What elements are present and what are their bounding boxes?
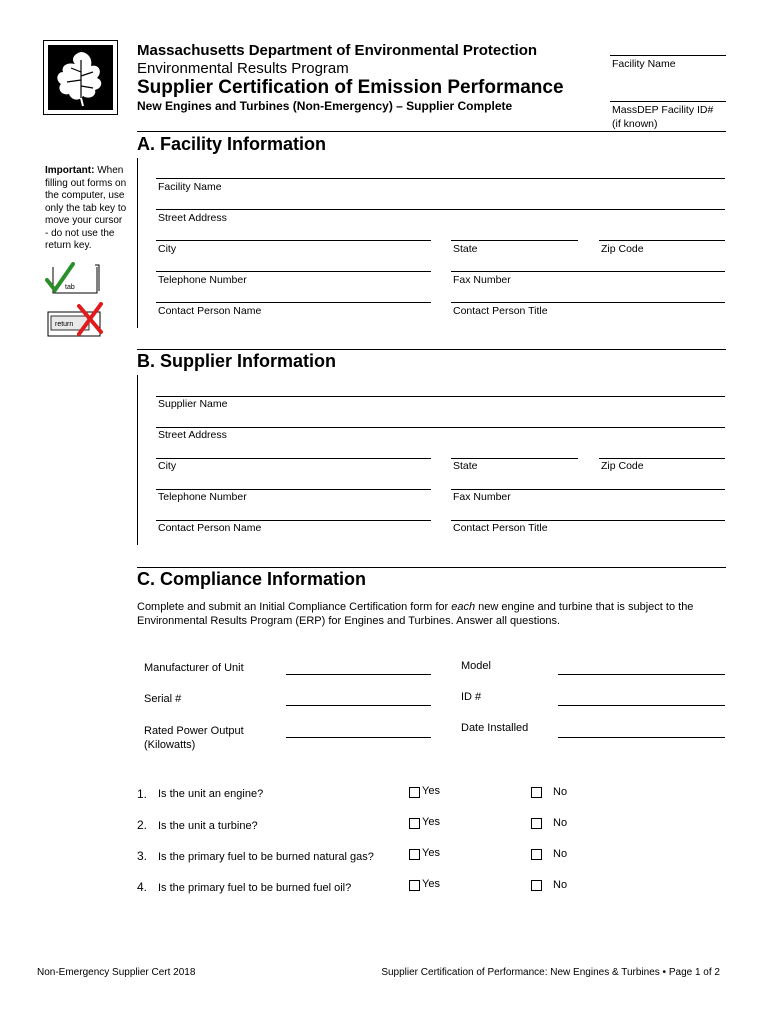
supplier-fax-field[interactable] [451, 489, 725, 490]
facility-street-field[interactable] [156, 209, 725, 210]
no-label: No [553, 786, 568, 798]
question-text: Is the primary fuel to be burned natural gas? [158, 851, 374, 863]
supplier-street-field[interactable] [156, 427, 725, 428]
facility-name-header-label: Facility Name [612, 58, 676, 70]
facility-telephone-label: Telephone Number [158, 274, 247, 286]
facility-zip-label: Zip Code [601, 243, 644, 255]
serial-field[interactable] [286, 705, 431, 706]
question-text: Is the primary fuel to be burned fuel oil? [158, 882, 352, 894]
facility-contact-title-label: Contact Person Title [453, 305, 548, 317]
supplier-contact-name-field[interactable] [156, 520, 431, 521]
return-key-text: return [55, 321, 74, 328]
no-label: No [553, 879, 568, 891]
important-text: When filling out forms on the computer, use only the tab key to move your cursor - do not use the return key. [45, 165, 127, 251]
yes-label: Yes [422, 816, 440, 828]
section-a-rule [137, 131, 726, 132]
question-number: 4. [137, 880, 148, 894]
no-checkbox[interactable] [531, 787, 542, 798]
supplier-street-label: Street Address [158, 429, 227, 441]
facility-id-label: MassDEP Facility ID# [612, 104, 714, 116]
section-a-divider [137, 158, 138, 328]
supplier-contact-title-field[interactable] [451, 520, 725, 521]
yes-checkbox[interactable] [409, 818, 420, 829]
supplier-state-label: State [453, 460, 478, 472]
no-checkbox[interactable] [531, 849, 542, 860]
facility-state-field[interactable] [451, 240, 578, 241]
supplier-state-field[interactable] [451, 458, 578, 459]
manufacturer-label: Manufacturer of Unit [144, 662, 244, 674]
facility-street-label: Street Address [158, 212, 227, 224]
supplier-telephone-label: Telephone Number [158, 491, 247, 503]
serial-label: Serial # [144, 693, 182, 705]
supplier-contact-title-label: Contact Person Title [453, 522, 548, 534]
yes-checkbox[interactable] [409, 787, 420, 798]
section-c-rule [137, 567, 726, 568]
tab-key-text: tab [65, 284, 75, 291]
supplier-fax-label: Fax Number [453, 491, 511, 503]
facility-city-label: City [158, 243, 177, 255]
facility-zip-field[interactable] [599, 240, 725, 241]
facility-fax-field[interactable] [451, 271, 725, 272]
supplier-contact-name-label: Contact Person Name [158, 522, 262, 534]
supplier-city-label: City [158, 460, 177, 472]
section-b-title: B. Supplier Information [137, 351, 337, 371]
rated-power-label: Rated Power Output [144, 725, 244, 737]
supplier-name-field[interactable] [156, 396, 725, 397]
compliance-intro [137, 601, 727, 628]
yes-label: Yes [422, 847, 440, 859]
manufacturer-field[interactable] [286, 674, 431, 675]
facility-contact-name-field[interactable] [156, 302, 431, 303]
question-text: Is the unit an engine? [158, 788, 264, 800]
section-c-title: C. Compliance Information [137, 569, 367, 589]
agency-name: Massachusetts Department of Environmental Protection [137, 42, 538, 59]
no-label: No [553, 848, 568, 860]
facility-id-note: (if known) [612, 118, 658, 130]
intro-text-before: Complete and submit an Initial Compliance Certification form for [137, 601, 452, 613]
id-label: ID # [461, 691, 482, 703]
supplier-telephone-field[interactable] [156, 489, 431, 490]
date-installed-field[interactable] [558, 737, 725, 738]
no-checkbox[interactable] [531, 818, 542, 829]
yes-label: Yes [422, 878, 440, 890]
form-subtitle: New Engines and Turbines (Non-Emergency) – Supplier Complete [137, 99, 513, 113]
facility-id-field[interactable] [610, 101, 726, 102]
intro-text-after: new engine and turbine that is subject to the Environmental Results Program (ERP) for Engines and Turbines. Answer all questions. [137, 601, 694, 627]
facility-state-label: State [453, 243, 478, 255]
section-b-divider [137, 375, 138, 545]
footer-right: Supplier Certification of Performance: New Engines & Turbines • Page 1 of 2 [381, 967, 720, 978]
important-note [45, 165, 127, 253]
rated-power-unit-label: (Kilowatts) [144, 739, 196, 751]
facility-telephone-field[interactable] [156, 271, 431, 272]
model-label: Model [461, 660, 491, 672]
rated-power-field[interactable] [286, 737, 431, 738]
program-name: Environmental Results Program [137, 60, 349, 77]
tab-key-icon [45, 262, 105, 297]
supplier-name-label: Supplier Name [158, 398, 228, 410]
yes-label: Yes [422, 785, 440, 797]
section-b-rule [137, 349, 726, 350]
question-number: 2. [137, 818, 148, 832]
facility-name-label: Facility Name [158, 181, 222, 193]
question-number: 1. [137, 787, 148, 801]
model-field[interactable] [558, 674, 725, 675]
facility-name-field[interactable] [156, 178, 725, 179]
date-installed-label: Date Installed [461, 722, 529, 734]
facility-fax-label: Fax Number [453, 274, 511, 286]
question-number: 3. [137, 849, 148, 863]
intro-text-emphasis: each [451, 601, 476, 613]
supplier-zip-label: Zip Code [601, 460, 644, 472]
facility-contact-title-field[interactable] [451, 302, 725, 303]
supplier-zip-field[interactable] [599, 458, 725, 459]
form-title: Supplier Certification of Emission Performance [137, 77, 564, 98]
question-text: Is the unit a turbine? [158, 820, 258, 832]
massdep-oak-leaf-logo [43, 40, 118, 115]
no-label: No [553, 817, 568, 829]
facility-name-header-field[interactable] [610, 55, 726, 56]
supplier-city-field[interactable] [156, 458, 431, 459]
id-field[interactable] [558, 705, 725, 706]
section-a-title: A. Facility Information [137, 134, 327, 154]
yes-checkbox[interactable] [409, 849, 420, 860]
no-checkbox[interactable] [531, 880, 542, 891]
footer-left: Non-Emergency Supplier Cert 2018 [37, 967, 196, 978]
return-key-icon [45, 302, 107, 338]
facility-contact-name-label: Contact Person Name [158, 305, 262, 317]
yes-checkbox[interactable] [409, 880, 420, 891]
facility-city-field[interactable] [156, 240, 431, 241]
important-bold: Important: [45, 165, 95, 176]
